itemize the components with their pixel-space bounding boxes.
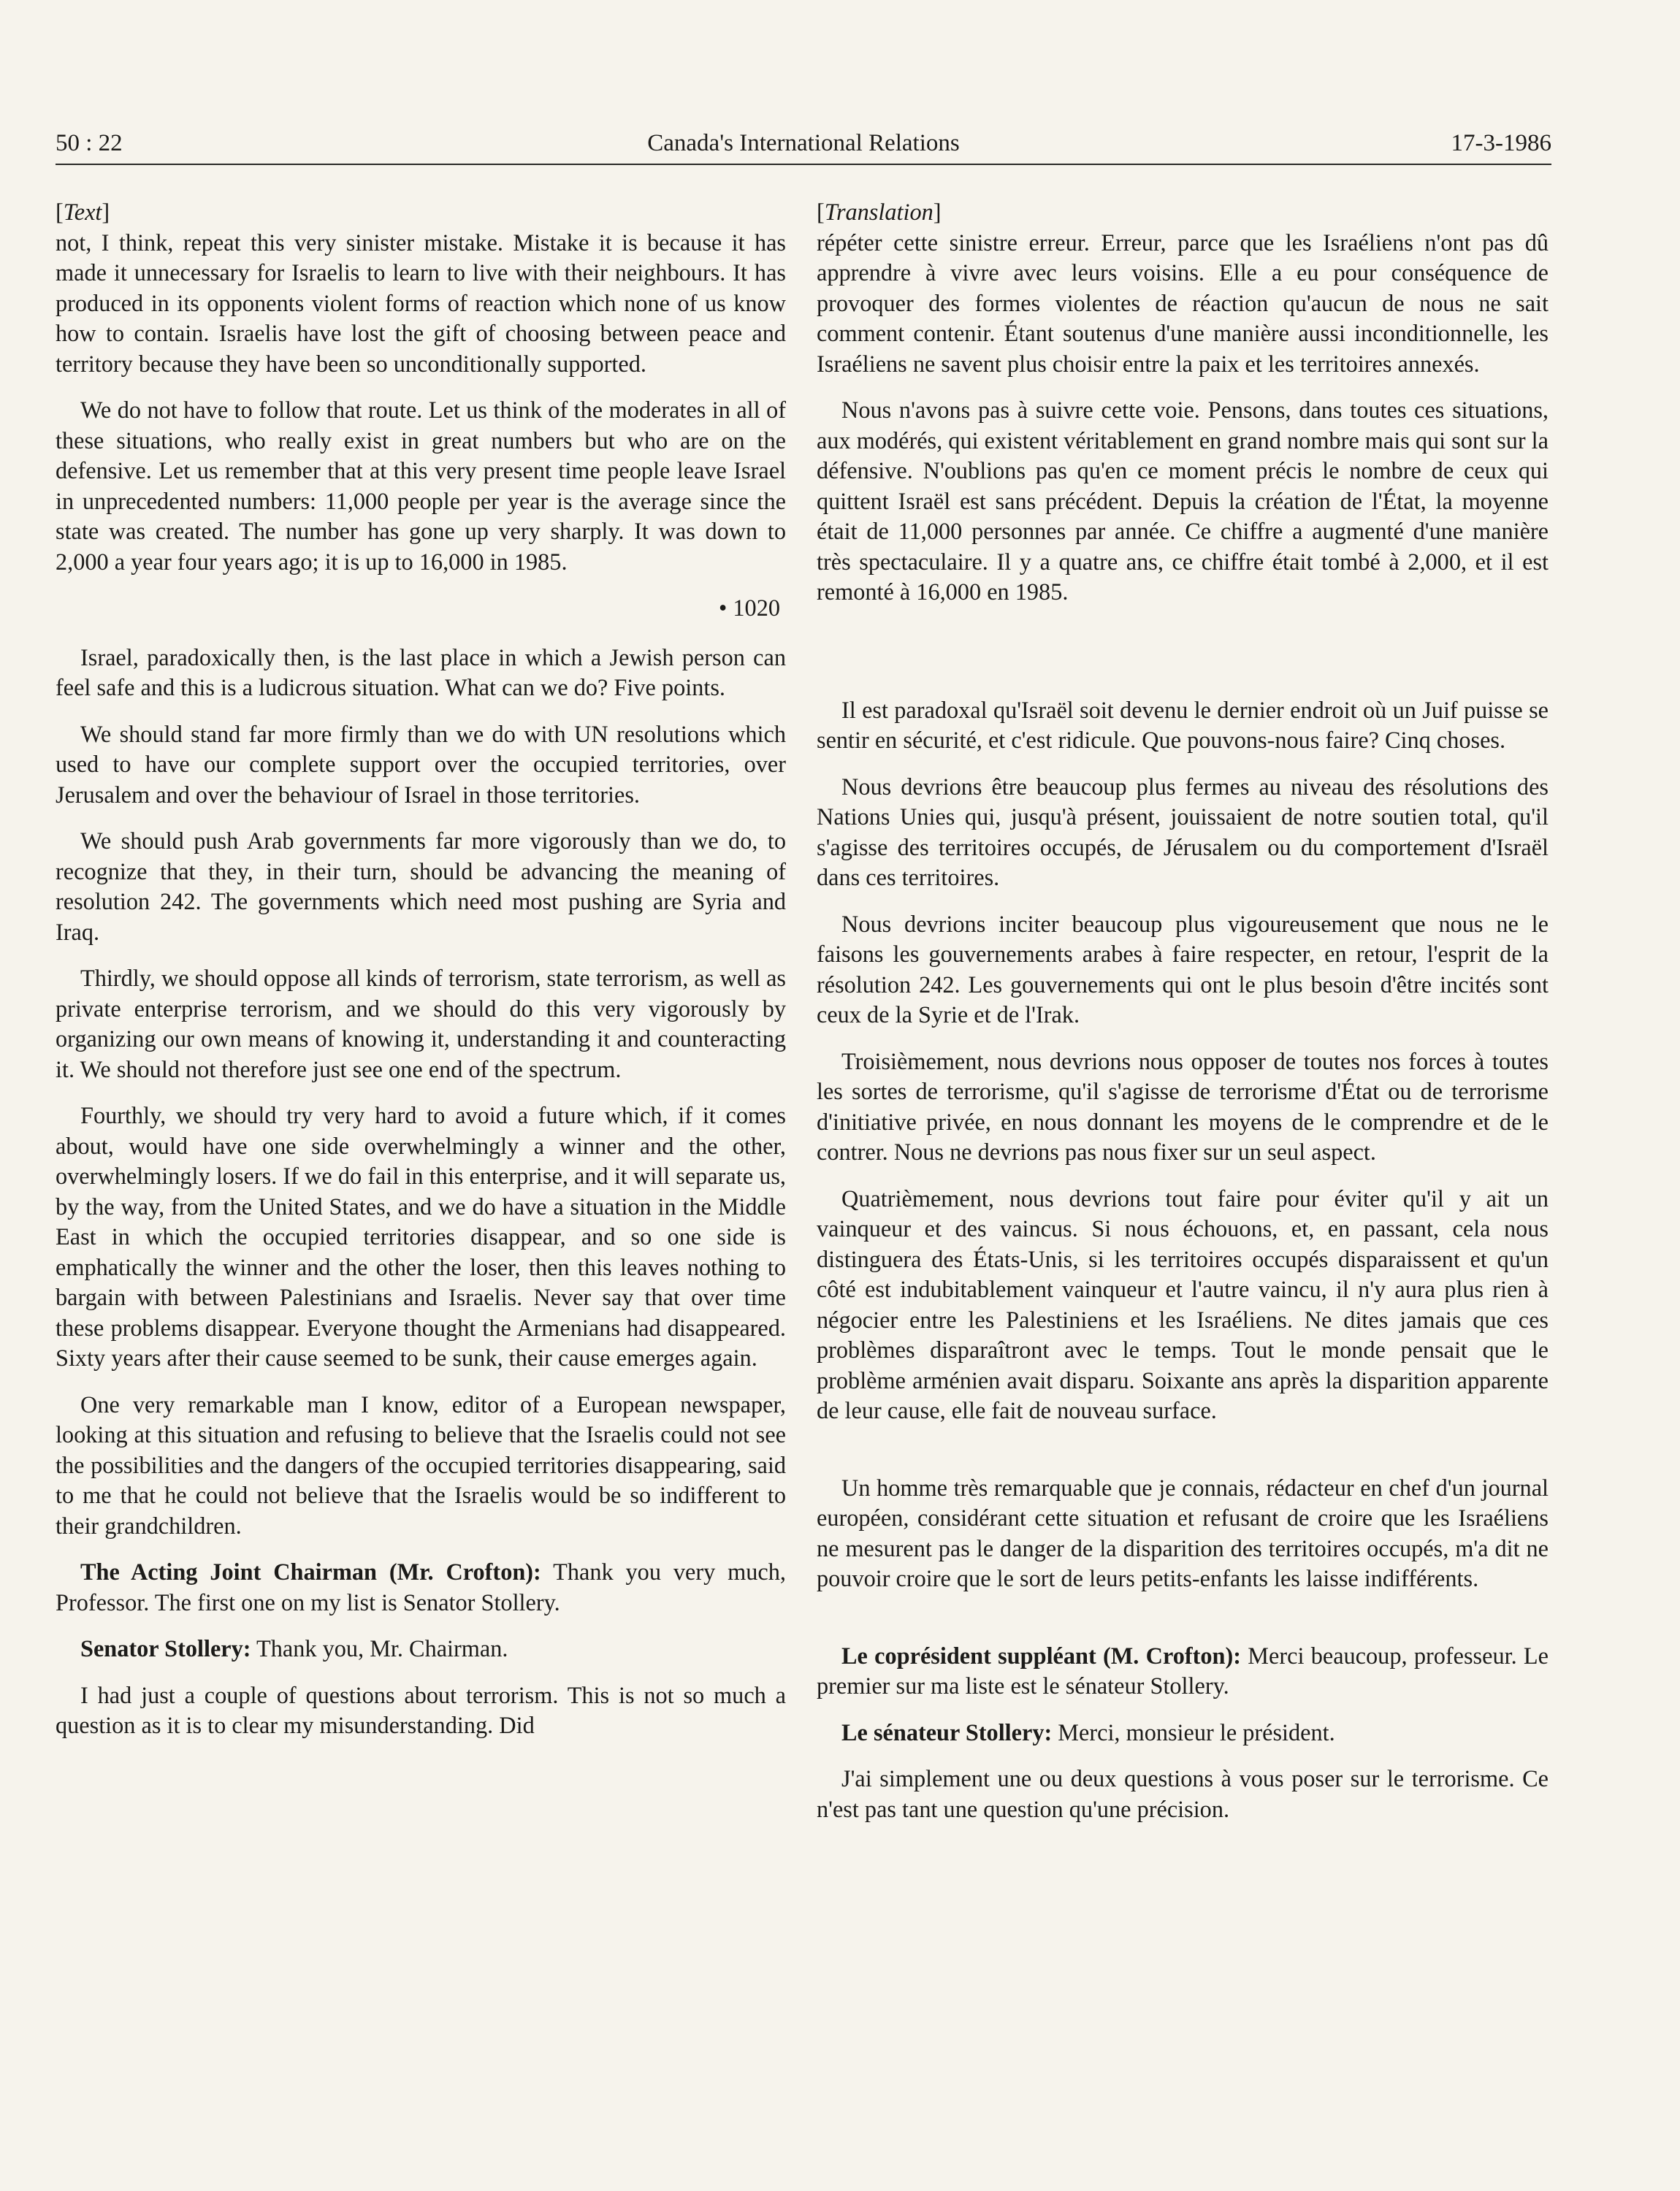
speaker-name: Le sénateur Stollery: [841,1718,1053,1745]
speaker-paragraph: The Acting Joint Chairman (Mr. Crofton): Thank you very much, Professor. The first one on my list is Senator Stollery. [56,1559,786,1615]
paragraph: Thirdly, we should oppose all kinds of terrorism, state terrorism, as well as private enterprise terrorism, and we should do this very vigorously by organizing our own means of knowing it, understanding it and counteracting it. We should not therefore just see one end of the spectrum. [56,965,786,1082]
page-number: 50 : 22 [56,130,123,156]
speaker-name: Senator Stollery: [80,1635,251,1662]
paragraph: Troisièmement, nous devrions nous opposer de toutes nos forces à toutes les sortes de terrorisme, qu'il s'agisse de terrorisme d'État ou de terrorisme d'initiative privée, en nous donnant les moyens de le comprendre et de le contrer. Nous ne devrions pas nous fixer sur un seul aspect. [817,1047,1549,1165]
paragraph: One very remarkable man I know, editor of a European newspaper, looking at this situation and refusing to believe that the Israelis could not see the possibilities and the dangers of the occupied territories disappearing, said to me that he could not believe that the Israelis would be so indifferent to their grandchildren. [56,1391,786,1539]
publication-title: Canada's International Relations [647,130,960,156]
english-column [56,197,786,1757]
paragraph: Il est paradoxal qu'Israël soit devenu le dernier endroit où un Juif puisse se sentir en sécurité, et c'est ridicule. Que pouvons-nous faire? Cinq choses. [817,696,1549,753]
speaker-paragraph: Le coprésident suppléant (M. Crofton): Merci beaucoup, professeur. Le premier sur ma liste est le sénateur Stollery. [817,1642,1549,1699]
paragraph: Nous devrions être beaucoup plus fermes au niveau des résolutions des Nations Unies qui, jusqu'à présent, jouissaient de notre soutien total, qu'il s'agisse des territoires occupés, de Jérusalem ou du comportement d'Israël dans ces territoires. [817,773,1549,890]
page-date: 17-3-1986 [1451,130,1551,156]
paragraph: J'ai simplement une ou deux questions à vous poser sur le terrorisme. Ce n'est pas tant une question qu'une précision. [817,1765,1549,1822]
paragraph: We should stand far more firmly than we do with UN resolutions which used to have our complete support over the occupied territories, over Jerusalem and over the behaviour of Israel in those territories. [56,720,786,808]
paragraph: Nous devrions inciter beaucoup plus vigoureusement que nous ne le faisons les gouvernements arabes à faire respecter, en retour, l'esprit de la résolution 242. Les gouvernements qui ont le plus besoin d'être incités sont ceux de la Syrie et de l'Irak. [817,910,1549,1028]
paragraph: I had just a couple of questions about terrorism. This is not so much a question as it is to clear my misunderstanding. Did [56,1681,786,1738]
paragraph: Fourthly, we should try very hard to avoid a future which, if it comes about, would have one side overwhelmingly a winner and the other, overwhelmingly losers. If we do fail in this enterprise, and it will separate us, by the way, from the United States, and we do have a situation in the Middle East in which the occupied territories disappear, and so one side is emphatically the winner and the other the loser, then this leaves nothing to bargain with between Palestinians and Israelis. Never say that over time these problems disappear. Everyone thought the Armenians had disappeared. Sixty years after their cause seemed to be sunk, their cause emerges again. [56,1102,786,1371]
french-column [817,197,1549,1840]
speaker-name: Le coprésident suppléant (M. Crofton): [841,1642,1242,1669]
paragraph: We should push Arab governments far more vigorously than we do, to recognize that they, in their turn, should be advancing the meaning of resolution 242. The governments which need most pushing are Syria and Iraq. [56,827,786,945]
text-tag: [Text] [56,199,110,225]
paragraph: We do not have to follow that route. Let us think of the moderates in all of these situations, who really exist in great numbers but who are on the defensive. Let us remember that at this very present time people leave Israel in unprecedented numbers: 11,000 people per year is the average since the state was created. The number has gone up very sharply. It was down to 2,000 a year four years ago; it is up to 16,000 in 1985. [56,397,786,575]
paragraph: Israel, paradoxically then, is the last place in which a Jewish person can feel safe and this is a ludicrous situation. What can we do? Five points. [56,643,786,700]
paragraph: not, I think, repeat this very sinister mistake. Mistake it is because it has made it unnecessary for Israelis to learn to live with their neighbours. It has produced in its opponents violent forms of reaction which none of us know how to contain. Israelis have lost the gift of choosing between peace and territory because they have been so unconditionally supported. [56,229,786,377]
paragraph: Quatrièmement, nous devrions tout faire pour éviter qu'il y ait un vainqueur et des vaincus. Si nous échouons, et, en passant, cela nous distinguera des États-Unis, si les territoires occupés disparaissent et qu'un côté est indubitablement vainqueur et l'autre vaincu, il n'y aura plus rien à négocier entre les Palestiniens et les Israéliens. Ne dites jamais que ces problèmes disparaîtront avec le temps. Tout le monde pensait que le problème arménien avait disparu. Soixante ans après la disparition apparente de leur cause, elle fait de nouveau surface. [817,1185,1549,1423]
page-header [56,123,1551,165]
paragraph: Un homme très remarquable que je connais, rédacteur en chef d'un journal européen, considérant cette situation et refusant de croire que les Israéliens ne mesurent pas le danger de la disparition des territoires occupés, m'a dit ne pouvoir croire que le sort de leurs petits-enfants les laisse indifférents. [817,1474,1549,1591]
paragraph: Nous n'avons pas à suivre cette voie. Pensons, dans toutes ces situations, aux modérés, qui existent véritablement en grand nombre mais qui sont sur la défensive. N'oublions pas qu'en ce moment précis le nombre de ceux qui quittent Israël est sans précédent. Depuis la création de l'État, la moyenne était de 11,000 personnes par année. Ce chiffre a augmenté d'une manière très spectaculaire. Il y a quatre ans, ce chiffre était tombé à 2,000, et il est remonté à 16,000 en 1985. [817,397,1549,605]
speaker-paragraph: Senator Stollery: Thank you, Mr. Chairman. [80,1635,508,1662]
translation-tag: [Translation] [817,199,942,225]
time-marker: • 1020 [719,594,780,621]
speaker-paragraph: Le sénateur Stollery: Merci, monsieur le président. [841,1718,1335,1745]
speaker-name: The Acting Joint Chairman (Mr. Crofton): [80,1559,541,1585]
paragraph: répéter cette sinistre erreur. Erreur, parce que les Israéliens n'ont pas dû apprendre à vivre avec leurs voisins. Elle a eu pour conséquence de provoquer des formes violentes de réaction qu'aucun de nous ne sait comment contenir. Étant soutenus d'une manière aussi inconditionnelle, les Israéliens ne savent plus choisir entre la paix et les territoires annexés. [817,229,1549,377]
